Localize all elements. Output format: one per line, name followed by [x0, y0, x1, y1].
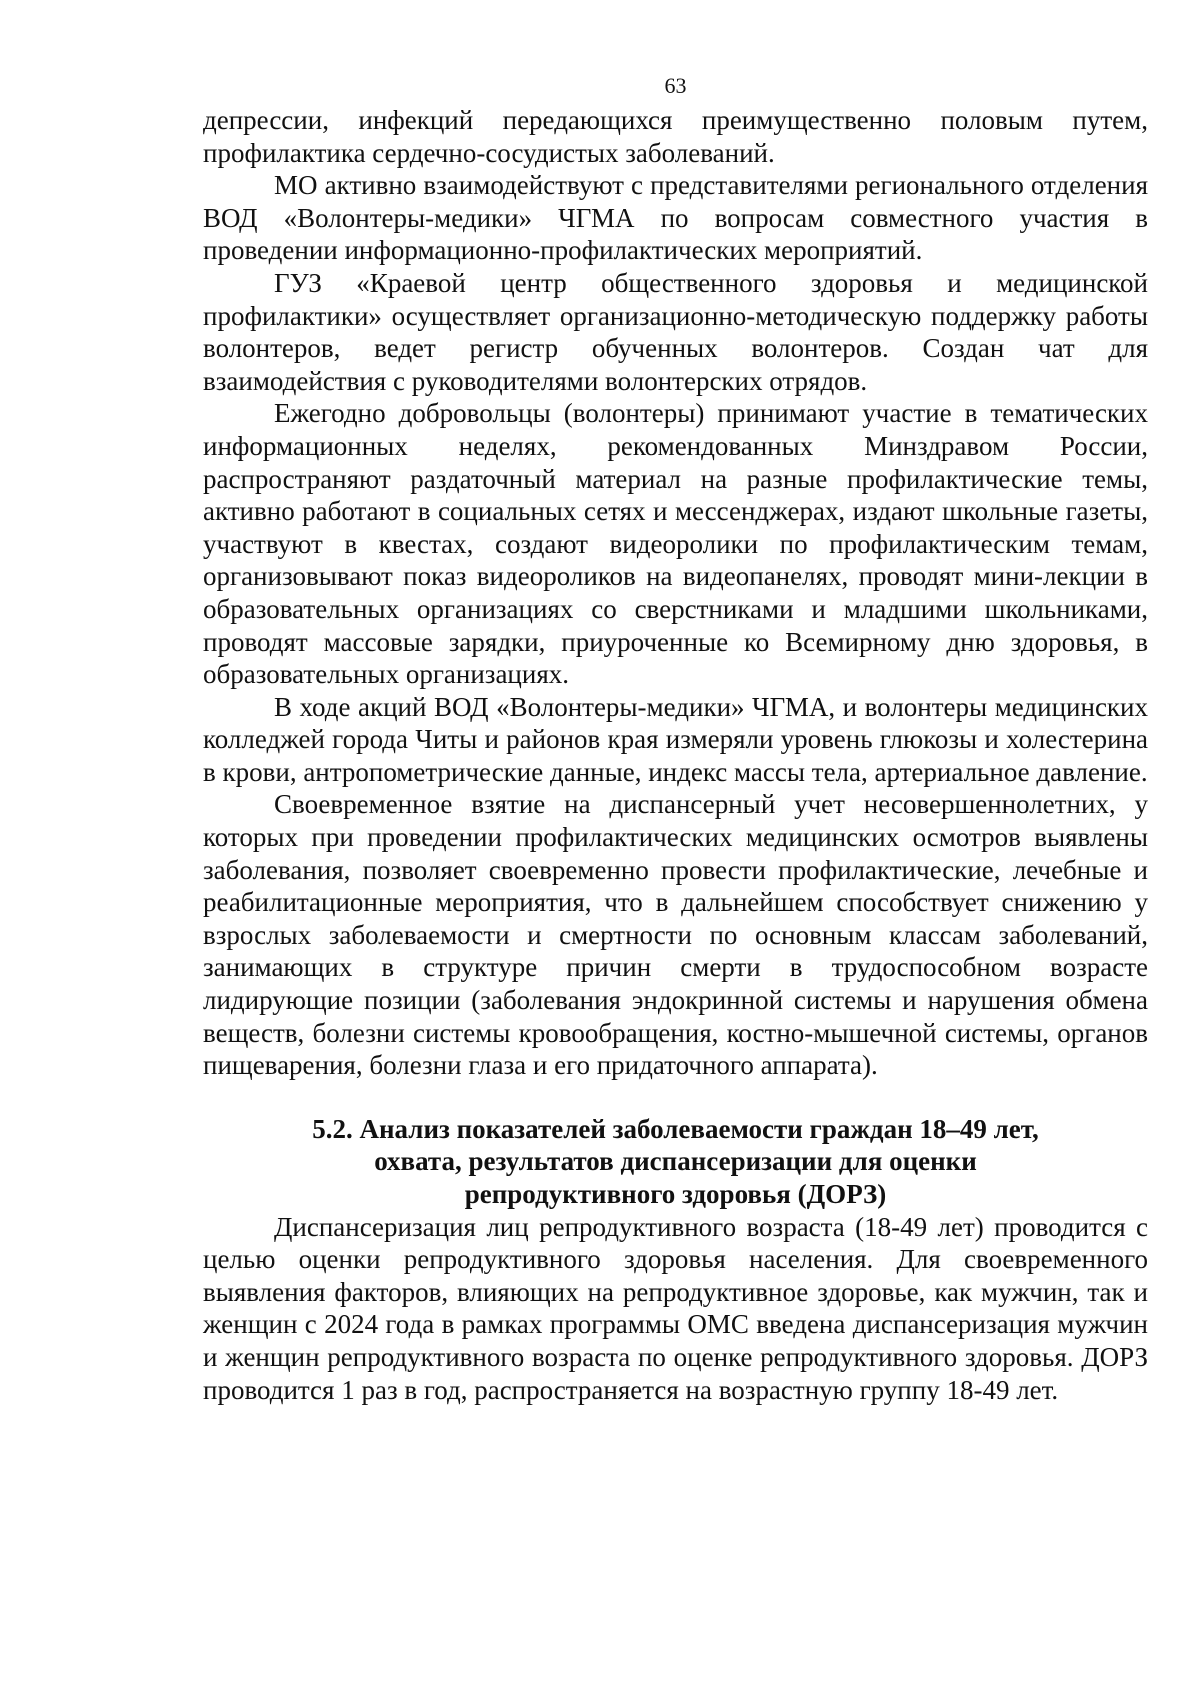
body-text [203, 104, 1148, 1082]
paragraph-dispensary-registration: Своевременное взятие на диспансерный учет несовершеннолетних, у которых при проведении профилактических медицинских осмотров выявлены заболевания, позволяет своевременно провести профилактические, лечебные и реабилитационные мероприятия, что в дальнейшем способствует снижению у взрослых заболеваемости и смертности по основным классам заболеваний, занимающих в структуре причин смерти в трудоспособном возрасте лидирующие позиции (заболевания эндокринной системы и нарушения обмена веществ, болезни системы кровообращения, костно-мышечной системы, органов пищеварения, болезни глаза и его придаточного аппарата). [203, 789, 1148, 1081]
section-title-line: охвата, результатов диспансеризации для оценки [374, 1146, 977, 1177]
page-number: 63 [664, 73, 687, 98]
paragraph-continuation: депрессии, инфекций передающихся преимущественно половым путем, профилактика сердечно-сосудистых заболеваний. [203, 105, 1148, 168]
paragraph-volunteer-activities: Ежегодно добровольцы (волонтеры) принимают участие в тематических информационных неделях, рекомендованных Минздравом России, распространяют раздаточный материал на разные профилактические темы, активно работают в социальных сетях и мессенджерах, издают школьные газеты, участвуют в квестах, создают видеоролики по профилактическим темам, организовывают показ видеороликов на видеопанелях, проводят мини-лекции в образовательных организациях со сверстниками и младшими школьниками, проводят массовые зарядки, приуроченные ко Всемирному дню здоровья, в образовательных организациях. [203, 398, 1148, 690]
section-title-line: репродуктивного здоровья (ДОРЗ) [464, 1179, 887, 1209]
paragraph-reproductive-dispensarization: Диспансеризация лиц репродуктивного возраста (18-49 лет) проводится с целью оценки репродуктивного здоровья населения. Для своевременного выявления факторов, влияющих на репродуктивное здоровье, как мужчин, так и женщин с 2024 года в рамках программы ОМС введена диспансеризация мужчин и женщин репродуктивного возраста по оценке репродуктивного здоровья. ДОРЗ проводится 1 раз в год, распространяется на возрастную группу 18-49 лет. [203, 1211, 1148, 1405]
paragraph-health-measurements: В ходе акций ВОД «Волонтеры-медики» ЧГМА, и волонтеры медицинских колледжей города Читы и районов края измеряли уровень глюкозы и холестерина в крови, антропометрические данные, индекс массы тела, артериальное давление. [203, 691, 1148, 787]
section-title-line: 5.2. Анализ показателей заболеваемости граждан 18–49 лет, [312, 1113, 1039, 1144]
section-body [203, 1211, 1148, 1407]
section-title [203, 1113, 1148, 1211]
paragraph-regional-center: ГУЗ «Краевой центр общественного здоровья и медицинской профилактики» осуществляет организационно-методическую поддержку работы волонтеров, ведет регистр обученных волонтеров. Создан чат для взаимодействия с руководителями волонтерских отрядов. [203, 267, 1148, 396]
document-page [203, 70, 1148, 1406]
paragraph-volunteer-cooperation: МО активно взаимодействуют с представителями регионального отделения ВОД «Волонтеры-медики» ЧГМА по вопросам совместного участия в проведении информационно-профилактических мероприятий. [203, 170, 1148, 266]
